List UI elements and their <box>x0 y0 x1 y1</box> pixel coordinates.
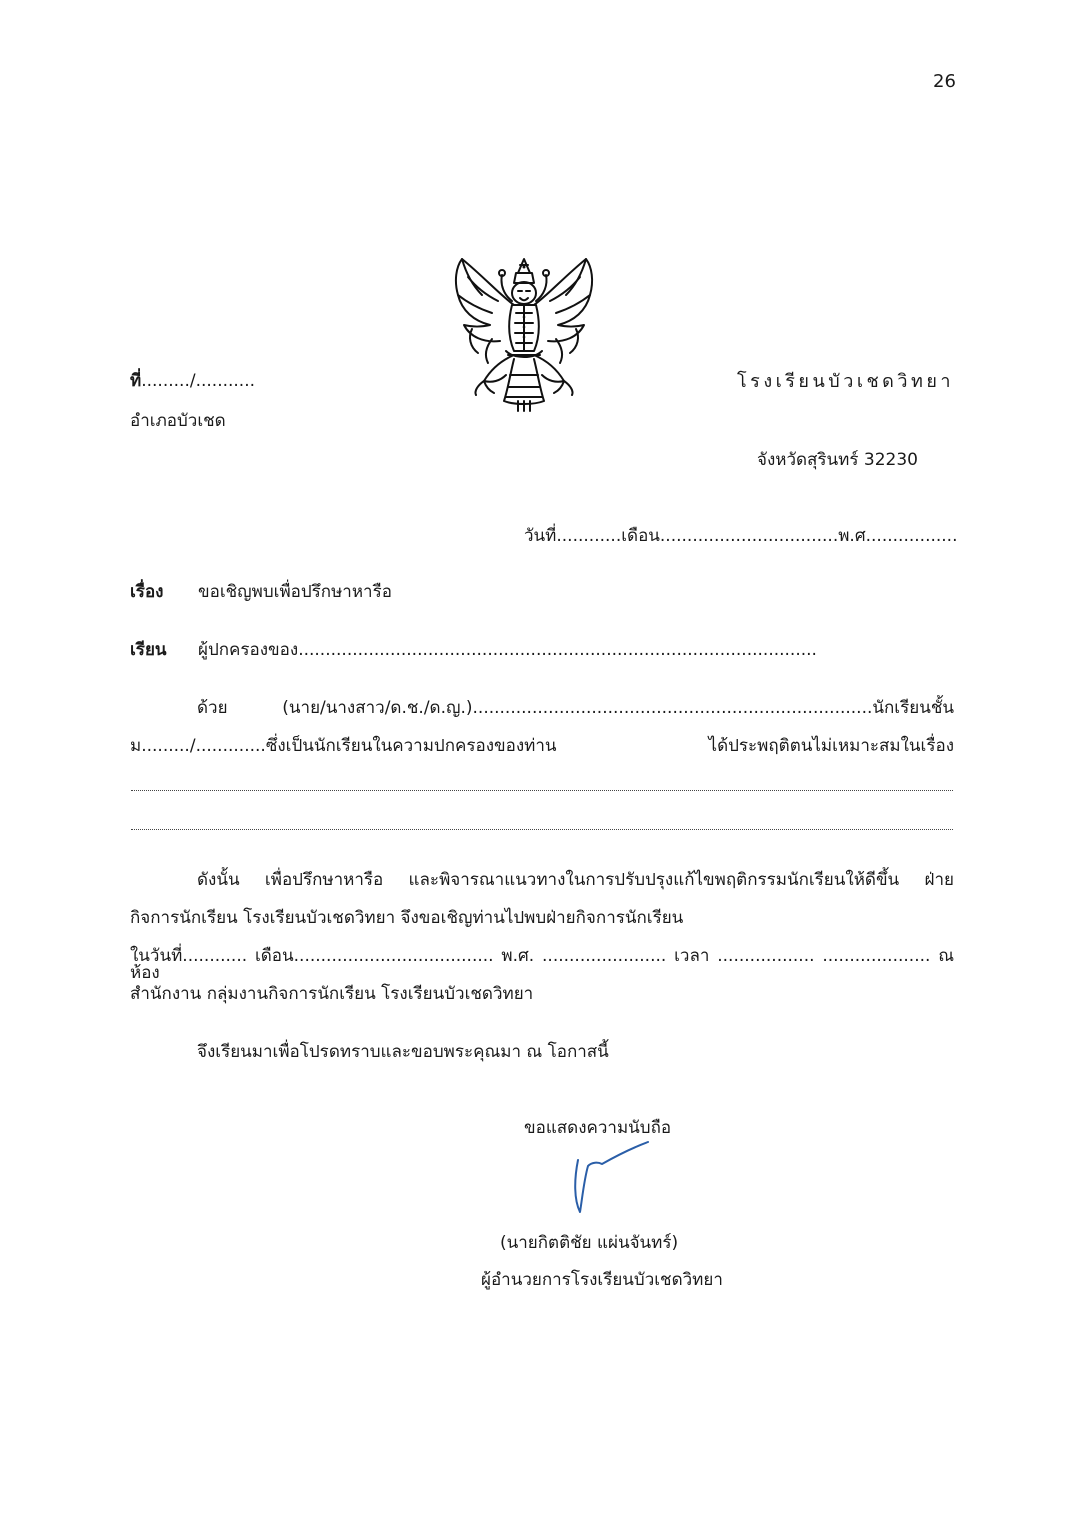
district: อำเภอบัวเชด <box>130 411 226 431</box>
para1-line2: ม........./.............ซึ่งเป็นนักเรียนในความปกครองของท่าน ได้ประพฤติตนไม่เหมาะสมในเรื่อง <box>130 736 954 756</box>
blank-line-1 <box>131 790 953 791</box>
subject-label: เรื่อง <box>130 582 164 602</box>
para1-line1: ด้วย (นาย/นางสาว/ด.ช./ด.ญ.)..........................................................................นักเรียนชั้น <box>197 698 954 718</box>
date-line: วันที่............เดือน.................................พ.ศ................. <box>524 526 958 546</box>
recipient-line <box>130 642 817 659</box>
signature-mark <box>568 1140 654 1218</box>
para2-line3: ในวันที่............ เดือน..................................... พ.ศ. ....................... เวลา .................. .................... ณ ห้อง <box>130 946 954 983</box>
closing: ขอแสดงความนับถือ <box>524 1118 672 1138</box>
blank-line-2 <box>131 829 953 830</box>
signer-name: (นายกิตติชัย แผ่นจันทร์) <box>500 1233 679 1253</box>
school-name: โรงเรียนบัวเชดวิทยา <box>736 371 954 392</box>
recipient-text: ผู้ปกครองของ................................................................................................ <box>198 640 817 660</box>
subject-line <box>130 584 392 601</box>
recipient-label: เรียน <box>130 640 167 660</box>
para2-line2: กิจการนักเรียน โรงเรียนบัวเชดวิทยา จึงขอเชิญท่านไปพบฝ่ายกิจการนักเรียน <box>130 908 684 928</box>
para2-line4: สำนักงาน กลุ่มงานกิจการนักเรียน โรงเรียนบัวเชดวิทยา <box>130 984 534 1004</box>
subject-text: ขอเชิญพบเพื่อปรึกษาหารือ <box>198 582 392 602</box>
signer-title: ผู้อำนวยการโรงเรียนบัวเชดวิทยา <box>481 1270 723 1290</box>
province: จังหวัดสุรินทร์ 32230 <box>756 450 918 470</box>
reference-number <box>130 373 255 390</box>
garuda-emblem <box>448 255 600 413</box>
para2-line1: ดังนั้น เพื่อปรึกษาหารือ และพิจารณาแนวทางในการปรับปรุงแก้ไขพฤติกรรมนักเรียนให้ดีขึ้น ฝ่าย <box>197 870 954 890</box>
page-number: 26 <box>933 71 956 92</box>
reference-value: ........./........... <box>141 371 256 391</box>
para3: จึงเรียนมาเพื่อโปรดทราบและขอบพระคุณมา ณ โอกาสนี้ <box>197 1042 609 1062</box>
reference-label: ที่ <box>130 371 142 391</box>
